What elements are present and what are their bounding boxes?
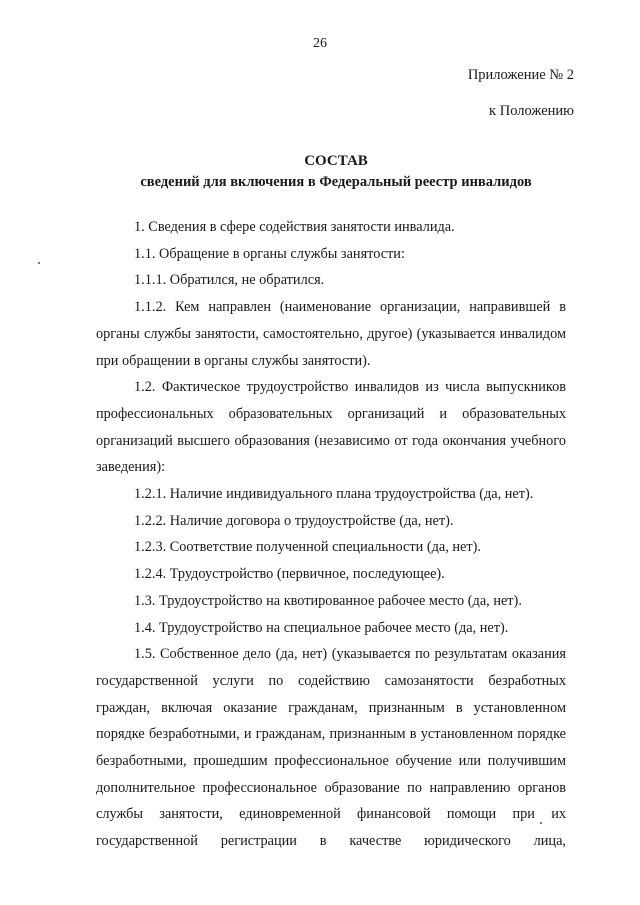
paragraph-1-3: 1.3. Трудоустройство на квотированное рабочее место (да, нет). <box>134 592 522 609</box>
paragraph-1-1-1: 1.1.1. Обратился, не обратился. <box>134 272 325 289</box>
document-subtitle: сведений для включения в Федеральный реестр инвалидов <box>140 174 532 190</box>
paragraph-1-1-2: 1.1.2. Кем направлен (наименование организации, направившей в органы службы занятости, самостоятельно, другое) (указывается инвалидом при обращении в органы службы занятости). <box>96 299 566 369</box>
paragraph-1-2: 1.2. Фактическое трудоустройство инвалидов из числа выпускников профессиональных образовательных организаций и образовательных организаций высшего образования (независимо от года окончания учебного заведения): <box>96 379 566 476</box>
paragraph-1-2-3: 1.2.3. Соответствие полученной специальности (да, нет). <box>134 539 481 556</box>
paragraph-1-2-4: 1.2.4. Трудоустройство (первичное, последующее). <box>134 566 445 583</box>
paragraph-1-2-1: 1.2.1. Наличие индивидуального плана трудоустройства (да, нет). <box>134 486 534 503</box>
paragraph-1-2-2: 1.2.2. Наличие договора о трудоустройстве (да, нет). <box>134 512 454 529</box>
paragraph-1-4: 1.4. Трудоустройство на специальное рабочее место (да, нет). <box>134 619 509 636</box>
document-body <box>96 214 566 855</box>
scan-speck <box>38 262 40 264</box>
appendix-label: Приложение № 2 <box>467 67 574 83</box>
paragraph-1-5: 1.5. Собственное дело (да, нет) (указывается по результатам оказания государственной услуги по содействию самозанятости безработных граждан, включая оказание гражданам, признанным в установленном порядке безработными, и гражданам, признанным в установленном порядке безработными, прошедшим профессиональное обучение или получившим дополнительное профессиональное образование по направлению органов службы занятости, единовременной финансовой помощи при их государственной регистрации в качестве юридического лица, <box>96 646 566 850</box>
page-number: 26 <box>313 36 327 51</box>
scan-speck <box>540 822 542 824</box>
document-title: СОСТАВ <box>304 153 368 169</box>
paragraph-1: 1. Сведения в сфере содействия занятости инвалида. <box>134 219 455 235</box>
paragraph-1-1: 1.1. Обращение в органы службы занятости: <box>134 245 405 262</box>
appendix-reference: к Положению <box>489 103 574 119</box>
